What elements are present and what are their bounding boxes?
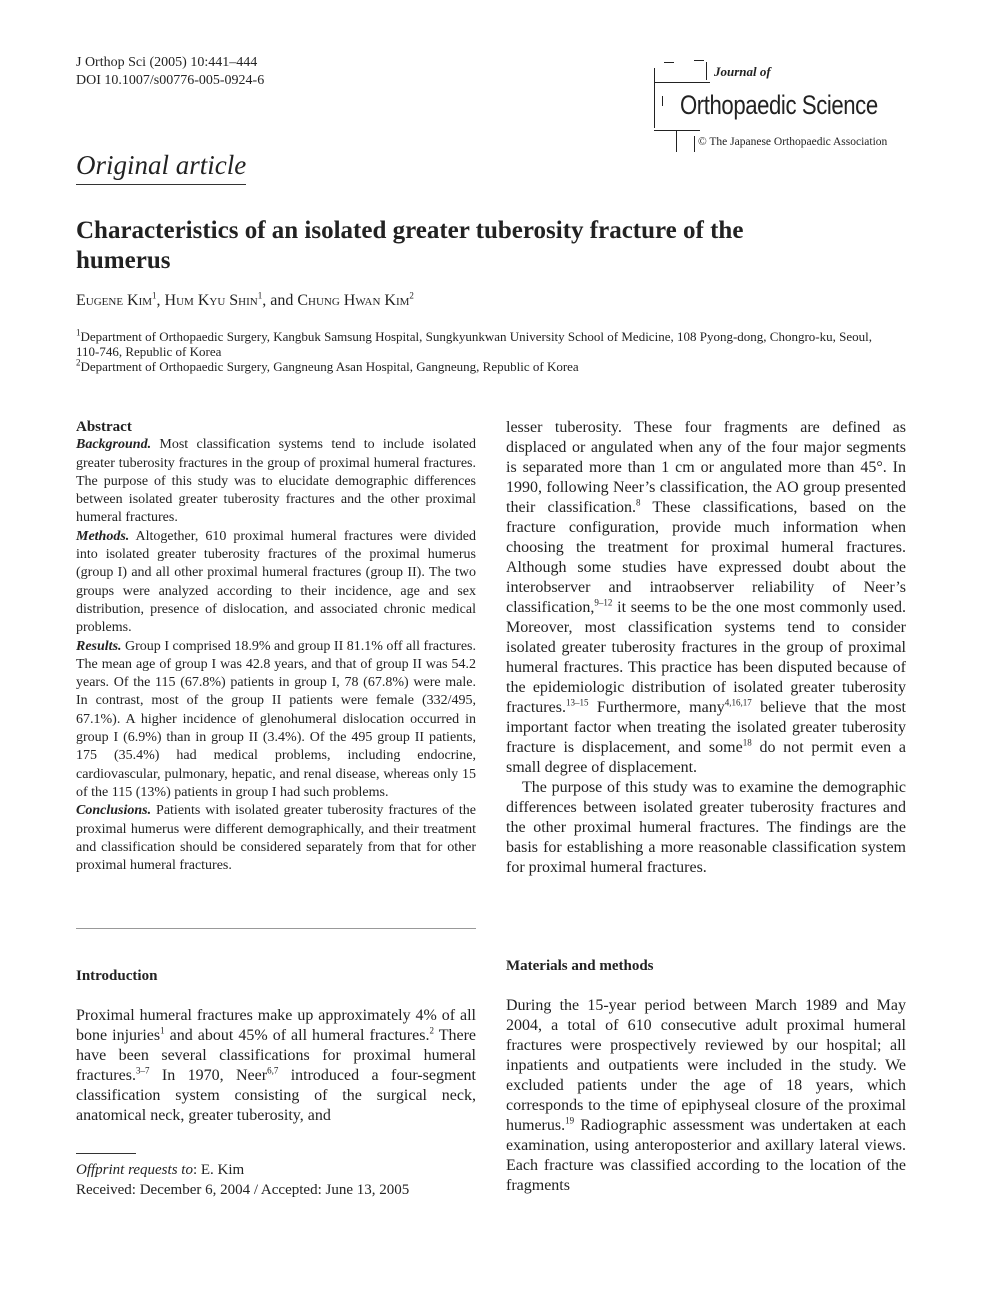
citation-sup: 4,16,17 — [724, 697, 752, 708]
introduction-body — [76, 1006, 476, 1126]
affiliations — [76, 329, 876, 374]
methods-body — [506, 996, 906, 1196]
affiliation-sup: 1 — [76, 327, 81, 338]
citation-sup: 1 — [160, 1025, 165, 1036]
citation-sup: 6,7 — [267, 1065, 279, 1076]
author-2-first: Hum Kyu — [164, 292, 226, 309]
author-3-sup: 2 — [409, 290, 414, 301]
citation-sup: 18 — [742, 737, 752, 748]
author-2-last: Shin — [229, 292, 258, 309]
intro-text: There have been several classifications for proximal humeral fractures. — [76, 1027, 477, 1084]
abstract-conclusions — [76, 802, 476, 875]
citation-sup: 9–12 — [594, 597, 613, 608]
citation-sup: 2 — [429, 1025, 434, 1036]
conclusions-text: Patients with isolated greater tuberosity fractures of the proximal humerus were different demographically, and their treatment and classification should be considered separately from that for other proximal humeral fractures. — [76, 803, 476, 874]
results-text: Group I comprised 18.9% and group II 81.1% off all fractures. The mean age of group I was 42.8 years, and that of group II was 54.2 years. Of the 115 (67.8%) patients in group I, 78 (67.8%) were male. In contrast, most of the group II patients were female (332/495, 67.1%). A higher incidence of glenohumeral dislocation occurred in group I (6.9%) than in group II (3.4%). Of the 495 group II patients, 175 (35.4%) had medical problems, including endocrine, cardiovascular, pulmonary, hepatic, and renal disease, whereas only 15 of the 115 (13%) patients in group I had such problems. — [76, 638, 476, 800]
citation-line: J Orthop Sci (2005) 10:441–444 — [76, 55, 258, 70]
affiliation-sup: 2 — [76, 357, 81, 368]
logo-journal-name: Orthopaedic Science — [680, 90, 878, 120]
author-list — [76, 292, 414, 310]
right-column-body — [506, 418, 906, 878]
journal-logo — [640, 56, 940, 156]
affiliation-text: Department of Orthopaedic Surgery, Gangneung Asan Hospital, Gangneung, Republic of Korea — [80, 359, 579, 374]
offprint-name: : E. Kim — [192, 1162, 245, 1178]
body-text: do not permit even a small degree of displacement. — [506, 739, 907, 776]
intro-text: In 1970, Neer — [149, 1067, 268, 1084]
received-line: Received: December 6, 2004 / Accepted: June 13, 2005 — [76, 1182, 410, 1198]
conclusions-label: Conclusions. — [76, 803, 152, 819]
citation-sup: 3–7 — [135, 1065, 150, 1076]
citation-sup: 8 — [635, 497, 641, 508]
results-label: Results. — [76, 638, 122, 654]
abstract-heading: Abstract — [76, 419, 132, 435]
abstract-results — [76, 638, 476, 803]
article-title: Characteristics of an isolated greater tuberosity fracture of the humerus — [76, 217, 744, 274]
methods-text: During the 15-year period between March 1989 and May 2004, a total of 610 consecutive adult proximal humeral fractures were prospectively reviewed by our hospital; all inpatients and outpatients were included in the study. We excluded patients under the age of 18 years, which corresponds to the time of epiphyseal closure of the proximal humerus. — [506, 997, 906, 1134]
author-1-sup: 1 — [152, 290, 157, 301]
author-2-sup: 1 — [257, 290, 263, 301]
citation-sup: 13–15 — [565, 697, 589, 708]
body-text: lesser tuberosity. These four fragments are defined as displaced or angulated when any of the four major segments is separated more than 1 cm or angulated more than 45°. In 1990, following Neer’s classification, the AO group presented their classification. — [506, 419, 906, 516]
introduction-heading: Introduction — [76, 968, 158, 984]
body-text: believe that the most important factor when treating the isolated greater tuberosity fracture is displacement, and some — [506, 699, 906, 756]
affiliation-text: Department of Orthopaedic Surgery, Kangbuk Samsung Hospital, Sungkyunkwan University School of Medicine, 108 Pyong-dong, Chongro-ku, Seoul, 110-746, Republic of Korea — [76, 329, 872, 359]
affiliation-2 — [76, 359, 876, 374]
purpose-paragraph: The purpose of this study was to examine the demographic differences between isolated greater tuberosity fractures and the other proximal humeral fractures. The findings are the basis for establishing a more reasonable classification system for proximal humeral fractures. — [506, 779, 906, 876]
intro-text: and about 45% of all humeral fractures. — [164, 1027, 430, 1044]
doi-line: DOI 10.1007/s00776-005-0924-6 — [76, 73, 265, 88]
affiliation-1 — [76, 329, 876, 359]
author-sep: , and — [262, 292, 298, 309]
offprint-label: Offprint requests to — [76, 1162, 193, 1178]
intro-text: introduced a four-segment classification system consisting of the surgical neck, anatomical neck, greater tuberosity, and — [76, 1067, 476, 1124]
body-text: These classifications, based on the fracture configuration, provide much information when choosing the treatment for proximal humeral fractures. Although some studies have expressed doubt about the interobserver and intraobserver reliability of Neer’s classification, — [506, 499, 907, 616]
intro-text: Proximal humeral fractures make up approximately 4% of all bone injuries — [76, 1007, 476, 1044]
author-sep: , — [156, 292, 165, 309]
methods-heading: Materials and methods — [506, 958, 654, 974]
abstract-methods — [76, 528, 476, 638]
abstract-background — [76, 436, 476, 527]
logo-journal-of: Journal of — [714, 64, 771, 79]
author-1-last: Kim — [127, 292, 153, 309]
footnote — [76, 1160, 409, 1200]
author-3-last: Kim — [384, 292, 410, 309]
body-text: Furthermore, many — [588, 699, 725, 716]
offprint-line — [76, 1160, 409, 1180]
author-1-first: Eugene — [76, 292, 124, 309]
methods-text: Radiographic assessment was undertaken at each examination, using anteroposterior and axillary lateral views. Each fracture was classified according to the location of the fragments — [506, 1117, 906, 1194]
methods-label: Methods. — [76, 528, 130, 544]
abstract-divider — [76, 928, 476, 929]
background-text: Most classification systems tend to include isolated greater tuberosity fractures in the group of proximal humeral fractures. The purpose of this study was to elucidate demographic differences between isolated greater tuberosity fractures and the other proximal humeral fractures. — [76, 437, 476, 526]
journal-citation — [76, 54, 264, 90]
citation-sup: 19 — [565, 1115, 575, 1126]
methods-text: Altogether, 610 proximal humeral fractures were divided into isolated greater tuberosity fractures of the proximal humerus (group I) and all other proximal humeral fractures (group II). The two groups were analyzed according to their incidence, age and sex distribution, presence of dislocation, and associated chronic medical problems. — [76, 528, 476, 636]
logo-association: © The Japanese Orthopaedic Association — [698, 136, 888, 148]
background-label: Background. — [76, 437, 152, 453]
abstract — [76, 418, 476, 875]
body-text: it seems to be the one most commonly used. Moreover, most classification systems tend to consider isolated greater tuberosity fractures in the group of proximal humeral fractures. This practice has been disputed because of the epidemiologic distribution of isolated greater tuberosity fractures. — [506, 599, 906, 716]
article-type: Original article — [76, 150, 246, 185]
author-3-first: Chung Hwan — [297, 292, 381, 309]
footnote-rule — [76, 1153, 136, 1154]
